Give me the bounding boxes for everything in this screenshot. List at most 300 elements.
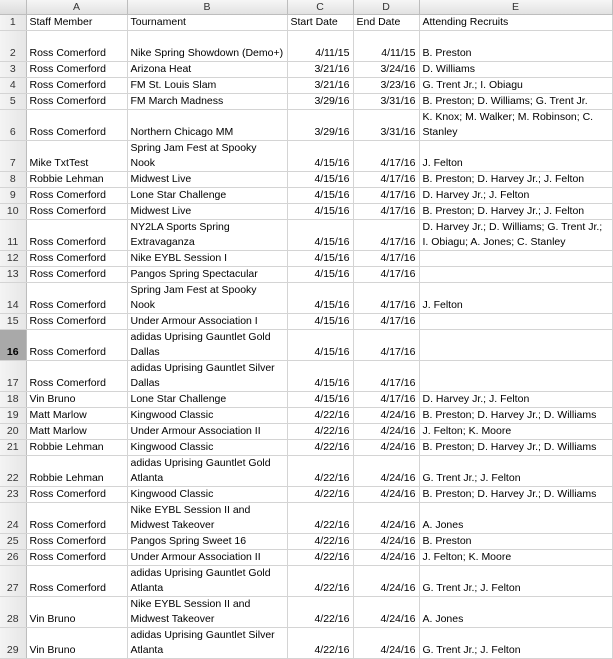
row-header[interactable]: 26 <box>0 550 26 566</box>
row-header[interactable]: 18 <box>0 392 26 408</box>
cell-staff-member[interactable] <box>26 314 127 330</box>
cell-tournament[interactable] <box>127 597 287 628</box>
cell-attending-recruits-text: G. Trent Jr.; I. Obiagu <box>422 79 523 91</box>
table-row <box>0 62 612 78</box>
cell-attending-recruits-text: B. Preston; D. Harvey Jr.; J. Felton <box>422 173 585 185</box>
cell-attending-recruits-text: A. Jones <box>422 519 464 531</box>
cell-attending-recruits[interactable] <box>419 172 612 188</box>
cell-staff-member[interactable] <box>26 392 127 408</box>
cell-start-date-text: 4/15/16 <box>314 315 350 327</box>
row-header[interactable]: 28 <box>0 597 26 628</box>
row-header[interactable]: 21 <box>0 440 26 456</box>
cell-attending-recruits[interactable] <box>419 31 612 62</box>
cell-attending-recruits[interactable] <box>419 78 612 94</box>
cell-tournament[interactable] <box>127 330 287 361</box>
cell-tournament[interactable] <box>127 94 287 110</box>
table-row <box>0 534 612 550</box>
cell-end-date[interactable] <box>353 283 419 314</box>
cell-start-date[interactable] <box>287 534 353 550</box>
row-header[interactable]: 13 <box>0 267 26 283</box>
cell-attending-recruits-text: J. Felton; K. Moore <box>422 551 512 563</box>
cell-attending-recruits[interactable] <box>419 424 612 440</box>
cell-attending-recruits[interactable] <box>419 283 612 314</box>
cell-attending-recruits-text: K. Knox; M. Walker; M. Robinson; C. Stanley <box>422 111 594 138</box>
cell-tournament[interactable] <box>127 487 287 503</box>
column-header-e[interactable]: E <box>419 0 612 15</box>
cell-attending-recruits[interactable] <box>419 440 612 456</box>
cell-tournament-text: FM St. Louis Slam <box>130 79 217 91</box>
cell-start-date-text: 4/22/16 <box>314 425 350 437</box>
cell-tournament-text: Lone Star Challenge <box>130 393 227 405</box>
cell-tournament[interactable] <box>127 628 287 659</box>
cell-staff-member-text: Matt Marlow <box>29 425 87 437</box>
cell-tournament-text: adidas Uprising Gauntlet Gold Atlanta <box>130 457 271 484</box>
cell-attending-recruits[interactable] <box>419 550 612 566</box>
cell-tournament[interactable] <box>127 550 287 566</box>
table-row <box>0 566 612 597</box>
cell-end-date[interactable] <box>353 188 419 204</box>
cell-staff-member-text: Ross Comerford <box>29 488 106 500</box>
table-row <box>0 251 612 267</box>
cell-end-date-text: 4/11/15 <box>381 47 416 59</box>
cell-attending-recruits-text: D. Williams <box>422 63 475 75</box>
cell-end-date[interactable] <box>353 267 419 283</box>
cell-staff-member[interactable] <box>26 456 127 487</box>
cell-staff-member[interactable] <box>26 78 127 94</box>
row-header[interactable]: 20 <box>0 424 26 440</box>
cell-tournament[interactable] <box>127 424 287 440</box>
cell-staff-member-text: Ross Comerford <box>29 236 106 248</box>
cell-attending-recruits[interactable] <box>419 456 612 487</box>
cell-tournament[interactable] <box>127 78 287 94</box>
cell-start-date[interactable] <box>287 251 353 267</box>
cell-start-date[interactable] <box>287 94 353 110</box>
cell-tournament[interactable] <box>127 110 287 141</box>
cell-attending-recruits[interactable] <box>419 62 612 78</box>
cell-tournament[interactable] <box>127 392 287 408</box>
cell-staff-member[interactable] <box>26 141 127 172</box>
cell-start-date-text: 4/22/16 <box>314 441 350 453</box>
cell-end-date-text: 4/24/16 <box>380 582 416 594</box>
cell-tournament[interactable] <box>127 204 287 220</box>
cell-start-date-text: 4/15/16 <box>314 205 350 217</box>
cell-staff-member[interactable] <box>26 172 127 188</box>
row-header[interactable]: 10 <box>0 204 26 220</box>
cell-staff-member[interactable] <box>26 188 127 204</box>
cell-tournament-text: adidas Uprising Gauntlet Gold Dallas <box>130 331 271 358</box>
cell-tournament-text: Nike EYBL Session II and Midwest Takeover <box>130 504 251 531</box>
cell-tournament-text: adidas Uprising Gauntlet Silver Dallas <box>130 362 275 389</box>
cell-staff-member[interactable] <box>26 251 127 267</box>
cell-attending-recruits-text: G. Trent Jr.; J. Felton <box>422 472 521 484</box>
cell-staff-member[interactable] <box>26 534 127 550</box>
cell-end-date[interactable] <box>353 141 419 172</box>
cell-end-date[interactable] <box>353 597 419 628</box>
cell-staff-member[interactable] <box>26 31 127 62</box>
cell-end-date[interactable] <box>353 628 419 659</box>
cell-start-date[interactable] <box>287 597 353 628</box>
cell-attending-recruits[interactable] <box>419 314 612 330</box>
row-header[interactable]: 6 <box>0 110 26 141</box>
cell-start-date-text: 4/15/16 <box>314 189 350 201</box>
cell-end-date[interactable] <box>353 330 419 361</box>
cell-tournament-text: Kingwood Classic <box>130 441 214 453</box>
table-row <box>0 141 612 172</box>
cell-tournament-text: Midwest Live <box>130 173 192 185</box>
cell-end-date-text: 4/24/16 <box>380 472 416 484</box>
cell-attending-recruits[interactable] <box>419 566 612 597</box>
cell-staff-member-text: Ross Comerford <box>29 346 106 358</box>
cell-start-date-text: 4/15/16 <box>314 268 350 280</box>
cell-end-date-text: 3/31/16 <box>380 126 416 138</box>
cell-start-date-text: 4/15/16 <box>314 346 350 358</box>
cell-staff-member-text: Matt Marlow <box>29 409 87 421</box>
cell-end-date[interactable] <box>353 440 419 456</box>
cell-staff-member[interactable] <box>26 62 127 78</box>
cell-attending-recruits[interactable] <box>419 110 612 141</box>
cell-tournament[interactable] <box>127 220 287 251</box>
row-header[interactable]: 2 <box>0 31 26 62</box>
cell-end-date-text: 4/17/16 <box>380 346 416 358</box>
cell-tournament[interactable] <box>127 408 287 424</box>
cell-tournament[interactable] <box>127 456 287 487</box>
table-row <box>0 204 612 220</box>
cell-start-date[interactable] <box>287 220 353 251</box>
table-row <box>0 361 612 392</box>
table-row <box>0 283 612 314</box>
row-header[interactable]: 12 <box>0 251 26 267</box>
cell-tournament[interactable] <box>127 566 287 597</box>
cell-start-date[interactable] <box>287 487 353 503</box>
table-row <box>0 392 612 408</box>
cell-tournament[interactable] <box>127 31 287 62</box>
table-row <box>0 597 612 628</box>
cell-start-date[interactable] <box>287 188 353 204</box>
cell-end-date[interactable] <box>353 94 419 110</box>
cell-start-date[interactable] <box>287 78 353 94</box>
cell-attending-recruits[interactable] <box>419 267 612 283</box>
cell-start-date[interactable] <box>287 628 353 659</box>
cell-tournament[interactable] <box>127 283 287 314</box>
cell-attending-recruits-text: B. Preston; D. Harvey Jr.; J. Felton <box>422 205 585 217</box>
cell-start-date[interactable] <box>287 330 353 361</box>
table-row <box>0 456 612 487</box>
cell-end-date[interactable] <box>353 456 419 487</box>
cell-attending-recruits[interactable] <box>419 188 612 204</box>
cell-start-date[interactable] <box>287 361 353 392</box>
row-header[interactable]: 24 <box>0 503 26 534</box>
cell-end-date[interactable] <box>353 566 419 597</box>
cell-start-date-text: 4/15/16 <box>314 393 350 405</box>
cell-staff-member[interactable] <box>26 424 127 440</box>
cell-staff-member-text: Ross Comerford <box>29 79 106 91</box>
cell-staff-member[interactable] <box>26 361 127 392</box>
cell-end-date[interactable] <box>353 392 419 408</box>
cell-attending-recruits[interactable] <box>419 94 612 110</box>
cell-start-date-text: 4/15/16 <box>314 252 350 264</box>
cell-end-date-text: 4/24/16 <box>380 425 416 437</box>
cell-attending-recruits-text: J. Felton; K. Moore <box>422 425 512 437</box>
cell-staff-member[interactable] <box>26 110 127 141</box>
row-header[interactable]: 4 <box>0 78 26 94</box>
row-header[interactable]: 8 <box>0 172 26 188</box>
cell-tournament-text: Arizona Heat <box>130 63 192 75</box>
cell-tournament-text: Midwest Live <box>130 205 192 217</box>
cell-end-date-text: 4/24/16 <box>380 441 416 453</box>
cell-attending-recruits[interactable] <box>419 408 612 424</box>
row-header[interactable]: 16 <box>0 330 26 361</box>
cell-start-date[interactable] <box>287 503 353 534</box>
cell-start-date[interactable] <box>287 141 353 172</box>
cell-start-date[interactable] <box>287 172 353 188</box>
row-header[interactable]: 9 <box>0 188 26 204</box>
cell-start-date-text: 4/22/16 <box>314 644 350 656</box>
cell-header-end[interactable]: End Date <box>353 15 419 31</box>
cell-staff-member-text: Ross Comerford <box>29 189 106 201</box>
cell-tournament-text: adidas Uprising Gauntlet Gold Atlanta <box>130 567 271 594</box>
cell-staff-member-text: Robbie Lehman <box>29 441 104 453</box>
cell-staff-member-text: Ross Comerford <box>29 535 106 547</box>
table-row <box>0 267 612 283</box>
row-header[interactable]: 11 <box>0 220 26 251</box>
cell-header-start[interactable]: Start Date <box>287 15 353 31</box>
cell-attending-recruits[interactable] <box>419 628 612 659</box>
row-header[interactable]: 25 <box>0 534 26 550</box>
cell-start-date[interactable] <box>287 408 353 424</box>
cell-tournament[interactable] <box>127 172 287 188</box>
cell-tournament[interactable] <box>127 251 287 267</box>
row-header[interactable]: 3 <box>0 62 26 78</box>
cell-end-date[interactable] <box>353 503 419 534</box>
cell-staff-member[interactable] <box>26 94 127 110</box>
cell-end-date[interactable] <box>353 62 419 78</box>
cell-staff-member[interactable] <box>26 597 127 628</box>
cell-end-date[interactable] <box>353 424 419 440</box>
cell-tournament-text: NY2LA Sports Spring Extravaganza <box>130 221 230 248</box>
cell-attending-recruits[interactable] <box>419 141 612 172</box>
cell-start-date[interactable] <box>287 31 353 62</box>
cell-staff-member[interactable] <box>26 267 127 283</box>
cell-staff-member-text: Robbie Lehman <box>29 472 104 484</box>
cell-attending-recruits[interactable] <box>419 361 612 392</box>
table-row <box>0 487 612 503</box>
select-all-corner[interactable] <box>0 0 26 15</box>
cell-start-date[interactable] <box>287 283 353 314</box>
cell-staff-member-text: Ross Comerford <box>29 95 106 107</box>
row-header[interactable]: 29 <box>0 628 26 659</box>
cell-end-date[interactable] <box>353 361 419 392</box>
cell-end-date[interactable] <box>353 550 419 566</box>
row-header[interactable]: 14 <box>0 283 26 314</box>
cell-staff-member[interactable] <box>26 503 127 534</box>
cell-start-date[interactable] <box>287 456 353 487</box>
row-header[interactable]: 23 <box>0 487 26 503</box>
table-row <box>0 314 612 330</box>
table-row <box>0 424 612 440</box>
cell-tournament-text: Kingwood Classic <box>130 488 214 500</box>
cell-staff-member-text: Ross Comerford <box>29 519 106 531</box>
cell-end-date-text: 4/24/16 <box>380 409 416 421</box>
cell-tournament-text: Under Armour Association II <box>130 551 261 563</box>
cell-end-date-text: 3/23/16 <box>380 79 416 91</box>
cell-start-date-text: 3/21/16 <box>314 79 350 91</box>
cell-tournament[interactable] <box>127 534 287 550</box>
cell-staff-member[interactable] <box>26 408 127 424</box>
cell-start-date[interactable] <box>287 440 353 456</box>
cell-staff-member-text: Ross Comerford <box>29 205 106 217</box>
cell-end-date[interactable] <box>353 172 419 188</box>
column-header-row <box>0 0 612 15</box>
cell-staff-member-text: Ross Comerford <box>29 299 106 311</box>
cell-header-tournament[interactable]: Tournament <box>127 15 287 31</box>
cell-staff-member[interactable] <box>26 283 127 314</box>
cell-start-date-text: 4/22/16 <box>314 472 350 484</box>
cell-start-date-text: 3/29/16 <box>314 126 350 138</box>
cell-staff-member[interactable] <box>26 550 127 566</box>
cell-start-date[interactable] <box>287 267 353 283</box>
table-row <box>0 110 612 141</box>
cell-start-date-text: 4/15/16 <box>314 173 350 185</box>
cell-start-date[interactable] <box>287 204 353 220</box>
cell-end-date[interactable] <box>353 408 419 424</box>
cell-attending-recruits-text: A. Jones <box>422 613 464 625</box>
cell-tournament[interactable] <box>127 440 287 456</box>
cell-tournament-text: Spring Jam Fest at Spooky Nook <box>130 142 257 169</box>
cell-start-date[interactable] <box>287 566 353 597</box>
cell-attending-recruits-text: B. Preston <box>422 47 472 59</box>
cell-end-date-text: 3/31/16 <box>380 95 416 107</box>
cell-staff-member-text: Ross Comerford <box>29 315 106 327</box>
cell-staff-member-text: Vin Bruno <box>29 613 76 625</box>
cell-start-date[interactable] <box>287 314 353 330</box>
cell-staff-member-text: Ross Comerford <box>29 63 106 75</box>
table-row <box>0 220 612 251</box>
row-header[interactable]: 5 <box>0 94 26 110</box>
cell-end-date-text: 4/17/16 <box>380 157 416 169</box>
cell-end-date[interactable] <box>353 31 419 62</box>
cell-staff-member-text: Vin Bruno <box>29 393 76 405</box>
cell-start-date-text: 4/22/16 <box>314 535 350 547</box>
cell-tournament-text: Nike EYBL Session I <box>130 252 227 264</box>
row-header[interactable]: 22 <box>0 456 26 487</box>
cell-end-date[interactable] <box>353 487 419 503</box>
table-row <box>0 550 612 566</box>
cell-attending-recruits[interactable] <box>419 597 612 628</box>
cell-staff-member[interactable] <box>26 330 127 361</box>
cell-tournament[interactable] <box>127 188 287 204</box>
cell-attending-recruits[interactable] <box>419 330 612 361</box>
cell-end-date[interactable] <box>353 78 419 94</box>
table-row <box>0 78 612 94</box>
cell-tournament[interactable] <box>127 62 287 78</box>
cell-end-date-text: 4/17/16 <box>380 268 416 280</box>
cell-start-date[interactable] <box>287 424 353 440</box>
cell-start-date-text: 4/22/16 <box>314 582 350 594</box>
cell-start-date-text: 4/15/16 <box>314 157 350 169</box>
cell-tournament-text: Nike EYBL Session II and Midwest Takeover <box>130 598 251 625</box>
cell-end-date-text: 4/17/16 <box>380 173 416 185</box>
row-header[interactable]: 7 <box>0 141 26 172</box>
cell-attending-recruits[interactable] <box>419 204 612 220</box>
cell-tournament[interactable] <box>127 361 287 392</box>
row-header[interactable]: 19 <box>0 408 26 424</box>
row-header[interactable]: 17 <box>0 361 26 392</box>
table-row <box>0 94 612 110</box>
cell-end-date[interactable] <box>353 534 419 550</box>
cell-attending-recruits-text: B. Preston <box>422 535 472 547</box>
cell-tournament[interactable] <box>127 141 287 172</box>
cell-header-recruits[interactable]: Attending Recruits <box>419 15 612 31</box>
cell-staff-member-text: Robbie Lehman <box>29 173 104 185</box>
cell-start-date[interactable] <box>287 392 353 408</box>
cell-start-date-text: 3/21/16 <box>314 63 350 75</box>
cell-start-date[interactable] <box>287 550 353 566</box>
cell-attending-recruits-text: D. Harvey Jr.; D. Williams; G. Trent Jr.; I. Obiagu; A. Jones; C. Stanley <box>422 221 603 248</box>
cell-staff-member[interactable] <box>26 487 127 503</box>
column-header-d[interactable]: D <box>353 0 419 15</box>
cell-attending-recruits[interactable] <box>419 251 612 267</box>
table-row <box>0 31 612 62</box>
cell-end-date-text: 4/24/16 <box>380 519 416 531</box>
cell-end-date[interactable] <box>353 314 419 330</box>
cell-end-date[interactable] <box>353 251 419 267</box>
cell-tournament-text: Under Armour Association I <box>130 315 258 327</box>
cell-end-date[interactable] <box>353 204 419 220</box>
cell-attending-recruits[interactable] <box>419 487 612 503</box>
cell-header-staff[interactable]: Staff Member <box>26 15 127 31</box>
column-header-c[interactable]: C <box>287 0 353 15</box>
cell-staff-member-text: Vin Bruno <box>29 644 76 656</box>
cell-end-date-text: 3/24/16 <box>380 63 416 75</box>
cell-staff-member-text: Ross Comerford <box>29 377 106 389</box>
cell-start-date-text: 4/11/15 <box>315 47 350 59</box>
cell-attending-recruits[interactable] <box>419 503 612 534</box>
cell-attending-recruits-text: B. Preston; D. Harvey Jr.; D. Williams <box>422 488 597 500</box>
cell-end-date-text: 4/17/16 <box>380 252 416 264</box>
cell-attending-recruits[interactable] <box>419 220 612 251</box>
cell-tournament[interactable] <box>127 503 287 534</box>
cell-staff-member-text: Mike TxtTest <box>29 157 89 169</box>
column-header-a[interactable]: A <box>26 0 127 15</box>
row-header[interactable]: 1 <box>0 15 26 31</box>
row-header[interactable]: 15 <box>0 314 26 330</box>
column-header-b[interactable]: B <box>127 0 287 15</box>
cell-staff-member-text: Ross Comerford <box>29 551 106 563</box>
cell-end-date[interactable] <box>353 220 419 251</box>
cell-end-date[interactable] <box>353 110 419 141</box>
cell-attending-recruits[interactable] <box>419 534 612 550</box>
cell-tournament[interactable] <box>127 314 287 330</box>
cell-staff-member[interactable] <box>26 204 127 220</box>
cell-end-date-text: 4/24/16 <box>380 613 416 625</box>
cell-staff-member[interactable] <box>26 440 127 456</box>
cell-staff-member[interactable] <box>26 628 127 659</box>
cell-tournament[interactable] <box>127 267 287 283</box>
cell-start-date[interactable] <box>287 62 353 78</box>
cell-staff-member[interactable] <box>26 220 127 251</box>
cell-start-date[interactable] <box>287 110 353 141</box>
cell-end-date-text: 4/17/16 <box>380 205 416 217</box>
cell-tournament-text: Lone Star Challenge <box>130 189 227 201</box>
cell-end-date-text: 4/17/16 <box>380 236 416 248</box>
cell-attending-recruits-text: B. Preston; D. Harvey Jr.; D. Williams <box>422 409 597 421</box>
cell-start-date-text: 4/22/16 <box>314 551 350 563</box>
row-header[interactable]: 27 <box>0 566 26 597</box>
cell-attending-recruits[interactable] <box>419 392 612 408</box>
cell-staff-member[interactable] <box>26 566 127 597</box>
cell-start-date-text: 4/15/16 <box>314 299 350 311</box>
cell-staff-member-text: Ross Comerford <box>29 582 106 594</box>
